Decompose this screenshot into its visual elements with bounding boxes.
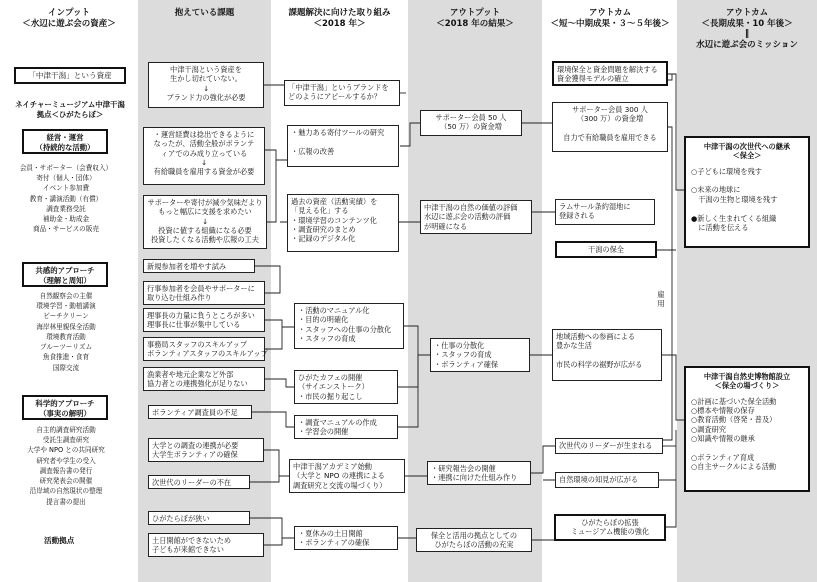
text-line: どのようにアピールするか？ xyxy=(288,92,382,102)
text-line: 研究者や学生の受入 xyxy=(36,456,96,465)
text-line: ・連携に向けた仕組み作り xyxy=(431,473,518,483)
text-line: ・運営経費は捻出できるように xyxy=(153,130,255,139)
outcome-supporters-300 xyxy=(552,102,668,152)
text-line: ミュージアム機能の強化 xyxy=(570,527,650,537)
action-visualize xyxy=(287,194,399,252)
issue-next-leader: 次世代のリーダーの不在 xyxy=(148,475,250,489)
text-line: 中津干潟アカデミア始動 xyxy=(293,462,372,471)
text-line: ＜水辺に遊ぶ会の資産＞ xyxy=(22,18,116,29)
text-line: 地域活動への参画による xyxy=(556,332,636,341)
text-line: 自主的調査研究活動 xyxy=(36,426,96,434)
text-line: 中津干潟という資産を xyxy=(170,65,242,74)
text-line: ・学習会の開催 xyxy=(298,427,349,437)
text-line: イベント参加費 xyxy=(42,184,90,193)
text-line: 研究発表会の開催 xyxy=(39,477,93,486)
issue-brand xyxy=(148,62,264,108)
outcome-tidal-conservation: 干潟の保全 xyxy=(555,241,657,258)
text-line: が明確になる xyxy=(424,221,468,231)
text-line: 中津干潟の自然の価値の評価 xyxy=(424,203,518,212)
text-line: ・スタッフの育成 xyxy=(298,334,356,344)
text-line: 土日開館ができないため xyxy=(152,536,232,545)
text-line: なったが、活動全般がボランテ xyxy=(153,139,255,149)
text-line: （サイエンストーク） xyxy=(298,382,369,392)
text-line: 教育・講演活動（有償） xyxy=(29,194,103,203)
text-line: 資金獲得モデルの確立 xyxy=(557,74,629,84)
text-line: （理解と周知） xyxy=(39,275,91,285)
text-line: サポーターや寄付が減少気味だより xyxy=(147,198,263,207)
issue-member-conversion xyxy=(143,281,265,305)
text-line: ・ボランティアの確保 xyxy=(298,538,370,548)
input-base-label: 活動拠点 xyxy=(44,536,75,545)
text-line xyxy=(691,444,803,453)
outcome-community xyxy=(552,329,662,381)
text-line: ○標本や情報の保存 xyxy=(691,406,755,416)
text-line: 調査報告書の発行 xyxy=(39,466,93,475)
employment-label: 雇用 xyxy=(657,290,665,308)
text-line: 事務局スタッフのスキルアップ xyxy=(147,340,248,349)
text-line: 大学生ボランティアの確保 xyxy=(152,450,238,460)
text-line: 漁業者や地元企業など外部 xyxy=(147,370,234,379)
succession-items xyxy=(691,167,803,233)
text-line: 投資したくなる活動や広報の工夫 xyxy=(151,235,259,245)
text-line: ＜保全の場づくり＞ xyxy=(714,381,780,391)
text-line: ＜保全＞ xyxy=(732,151,762,161)
text-line: 自力で有給職員を雇用できる xyxy=(563,133,657,143)
issue-small-lab: ひがたらぼが狭い xyxy=(148,511,250,525)
text-line: 提言書の提出 xyxy=(46,497,86,506)
text-line: 寄付（個人・団体） xyxy=(36,174,96,183)
text-line: ＜2018 年の結果＞ xyxy=(436,18,514,29)
text-line: 「見える化」する xyxy=(291,206,349,216)
action-academia xyxy=(289,459,405,493)
text-line: アウトプット xyxy=(449,8,501,18)
text-line: 理事長に仕事が集中している xyxy=(147,320,241,330)
text-line: アウトカム xyxy=(725,8,769,18)
text-line: 水辺に遊ぶ会の活動の評価 xyxy=(424,212,511,222)
text-line: 市民の科学の裾野が広がる xyxy=(556,360,643,370)
text-line: 経営・運営 xyxy=(46,133,84,142)
text-line: 環境教育活動 xyxy=(46,332,86,341)
text-line: 補助金・助成金 xyxy=(42,215,90,224)
text-line: 保全と活用の拠点としての xyxy=(430,531,518,540)
text-line: ブランド力の強化が必要 xyxy=(166,93,246,103)
text-line: ○自主サークルによる活動 xyxy=(691,462,777,472)
text-line: 科学的アプローチ xyxy=(35,399,95,408)
output-value-evaluation xyxy=(420,200,532,234)
action-survey-manual xyxy=(294,415,398,439)
input-science-title xyxy=(22,395,108,420)
text-line: ブルーツーリズム xyxy=(39,343,93,352)
text-line: 子どもが来館できない xyxy=(152,545,224,555)
text-line: ・研究報告会の開催 xyxy=(431,464,496,473)
text-line: ＜2018 年＞ xyxy=(313,18,366,29)
text-line: 抱えている課題 xyxy=(174,8,235,18)
input-sustain-title xyxy=(22,129,108,154)
text-line: （50 万）の資金増 xyxy=(440,122,502,132)
text-line: 生かし切れていない。 xyxy=(170,74,242,84)
input-sustain-list xyxy=(6,163,126,235)
text-line: インプット xyxy=(48,8,90,18)
text-line: 環境学習・動植講演 xyxy=(36,302,96,311)
header-output xyxy=(408,8,542,29)
text-line: ↓ xyxy=(202,83,210,93)
text-line: ・記録のデジタル化 xyxy=(291,234,356,244)
text-line: 過去の資産（活動実績）を xyxy=(291,197,378,206)
text-line: 有給職員を雇用する資金が必要 xyxy=(153,167,255,177)
text-line: ・ボランティア確保 xyxy=(434,359,499,369)
text-line: 拠点＜ひがたらぼ＞ xyxy=(36,109,104,119)
text-line: 大学や NPO との共同研究 xyxy=(27,446,105,455)
text-line: ・スタッフの育成 xyxy=(434,350,492,360)
text-line: ・スタッフへの仕事の分散化 xyxy=(298,324,392,334)
text-line: ○子どもに環境を残す xyxy=(691,166,762,176)
action-donation-pr xyxy=(287,125,399,167)
museum-title xyxy=(691,372,803,391)
header-outcome-short xyxy=(543,8,677,29)
text-line: ・調査マニュアルの作成 xyxy=(298,418,377,427)
input-share-title xyxy=(22,262,108,287)
text-line: 環境保全と資金問題を解決する xyxy=(557,65,658,74)
succession-title xyxy=(691,142,803,161)
text-line: ラムサール条約湿地に xyxy=(559,202,631,211)
text-line: アウトカム xyxy=(588,8,632,18)
text-line: （大学と NPO の連携による xyxy=(293,471,385,481)
text-line: 商品・サービスの販売 xyxy=(33,225,99,234)
text-line: 豊かな生活 xyxy=(556,341,592,351)
text-line: 理事長の力量に負うところが多い xyxy=(147,311,255,320)
input-museum-label xyxy=(6,100,134,120)
text-line: ・市民の掘り起こし xyxy=(298,391,363,401)
action-brand-appeal xyxy=(284,80,400,106)
text-line: ＜短〜中期成果・３〜５年後＞ xyxy=(550,18,670,29)
header-issues xyxy=(138,8,271,19)
long-outcome-column-band xyxy=(677,0,817,582)
text-line: ビーチクリーン xyxy=(43,312,89,321)
text-line: ・夏休みの土日開館 xyxy=(298,529,363,538)
text-line xyxy=(556,351,658,360)
long-outcome-museum xyxy=(684,366,810,492)
text-line xyxy=(291,137,395,146)
text-line: （事実の解明） xyxy=(39,408,91,418)
text-line: 調査業務受託 xyxy=(46,204,86,213)
text-line: ○ボランティア育成 xyxy=(691,452,755,462)
text-line xyxy=(556,124,664,133)
text-line: 干潟の生物と環境を残す xyxy=(691,194,778,204)
text-line: ・仕事の分散化 xyxy=(434,341,485,350)
text-line: ○知識や情報の継承 xyxy=(691,434,755,444)
issue-chair-load xyxy=(143,308,265,332)
text-line: 中津干潟の次世代への継承 xyxy=(703,142,791,151)
text-line: ・調査研究のまとめ xyxy=(291,225,356,235)
outcome-next-leader: 次世代のリーダーが生まれる xyxy=(555,438,663,454)
text-line: ィアでのみ成り立っている xyxy=(160,148,248,158)
text-line: ○調査研究 xyxy=(691,424,727,434)
input-brand-box: 「中津干潟」という資産 xyxy=(14,67,126,84)
text-line: ・広報の改善 xyxy=(291,146,335,156)
text-line: ＜長期成果・10 年後＞ xyxy=(701,18,793,29)
output-staff xyxy=(430,338,530,372)
long-outcome-succession xyxy=(684,136,810,248)
issue-paid-staff xyxy=(143,127,265,185)
text-line: 共感的アプローチ xyxy=(35,266,95,275)
outcome-knowledge: 自然環境の知見が広がる xyxy=(555,472,659,488)
output-lab-activities xyxy=(416,528,532,552)
outcome-lab-expansion xyxy=(554,514,666,541)
text-line xyxy=(691,176,803,185)
text-line: 取り込む仕組み作り xyxy=(147,293,212,303)
text-line: 行事参加者を会員やサポーターに xyxy=(147,284,255,293)
text-line: 沿岸域の自然現状の整理 xyxy=(29,487,103,496)
text-line: 登録される xyxy=(559,211,595,221)
text-line: サポーター会員 300 人 xyxy=(572,105,648,114)
header-actions xyxy=(272,8,407,29)
text-line: ●新しく生まれてくる組織 xyxy=(691,213,777,223)
outcome-ramsar xyxy=(555,199,655,225)
text-line: ・活動のマニュアル化 xyxy=(298,306,370,315)
text-line: ↓ xyxy=(201,216,209,226)
text-line: に活動を伝える xyxy=(691,222,749,232)
output-research-meeting xyxy=(427,461,531,485)
text-line: 大学との調査の連携が必要 xyxy=(152,441,239,450)
text-line: ・目的の明確化 xyxy=(298,315,349,325)
text-line: （持続的な活動） xyxy=(35,142,95,152)
text-line: ひがたカフェの開催 xyxy=(298,373,363,382)
text-line: 投資に値する組織になる必要 xyxy=(158,226,252,236)
text-line: ↓ xyxy=(200,158,208,168)
museum-items xyxy=(691,397,803,472)
text-line: ・環境学習のコンテンツ化 xyxy=(291,215,377,225)
text-line: もっと幅広に支援を求めたい xyxy=(158,207,252,217)
text-line: 国際交流 xyxy=(52,363,80,372)
action-summer-open xyxy=(294,526,398,550)
outcome-funding-model xyxy=(552,61,668,86)
text-line: （300 万）の資金増 xyxy=(576,114,644,124)
header-input xyxy=(4,8,134,29)
output-supporters xyxy=(420,110,522,136)
text-line: 中津干潟自然史博物館設立 xyxy=(703,372,791,381)
issue-new-participants: 新規参加者を増やす試み xyxy=(143,259,255,273)
issue-weekend xyxy=(148,533,264,557)
text-line: 「中津干潟」というブランドを xyxy=(288,83,389,92)
text-line: ネイチャーミュージアム中津干潟 xyxy=(15,100,125,109)
text-line: ○計画に基づいた保全活動 xyxy=(691,396,777,406)
issue-volunteer-shortage: ボランティア調査員の不足 xyxy=(148,405,252,419)
text-line: 魚食推進・食育 xyxy=(42,353,90,362)
text-line: ・魅力ある寄付ツールの研究 xyxy=(291,128,385,137)
text-line: 海岸林里親保全活動 xyxy=(36,322,96,331)
text-line: 課題解決に向けた取り組み xyxy=(288,8,391,18)
text-line: 水辺に遊ぶ会のミッション xyxy=(696,39,798,50)
text-line: ○未来の地球に xyxy=(691,185,741,195)
text-line: 自然観察会の主催 xyxy=(39,292,93,300)
text-line: 協力者との連携強化が足りない xyxy=(147,379,248,389)
issue-university xyxy=(148,438,264,462)
text-line: ひがたらぼの拡張 xyxy=(581,518,639,527)
text-line: サポーター会員 50 人 xyxy=(435,113,507,122)
input-share-list xyxy=(6,291,126,373)
text-line: 受託生調査研究 xyxy=(42,436,90,445)
header-outcome-long xyxy=(677,8,817,51)
action-cafe xyxy=(294,370,398,404)
text-line: 会員・サポーター（会費収入） xyxy=(19,164,113,172)
text-line: ○教育活動（啓発・普及） xyxy=(691,415,777,425)
issue-supporters xyxy=(143,195,267,249)
text-line: ひがたらぼの活動の充実 xyxy=(434,540,514,550)
input-science-list xyxy=(6,425,126,507)
issue-external-partners xyxy=(143,367,265,391)
issue-staff-skills xyxy=(143,337,268,361)
action-manuals xyxy=(294,303,404,349)
text-line: 調査研究と交流の場づくり） xyxy=(293,480,387,490)
text-line xyxy=(691,204,803,213)
text-line: ‖ xyxy=(744,29,750,40)
text-line: ボランティアスタッフのスキルアップ xyxy=(147,349,268,359)
output-column-band xyxy=(408,0,542,582)
